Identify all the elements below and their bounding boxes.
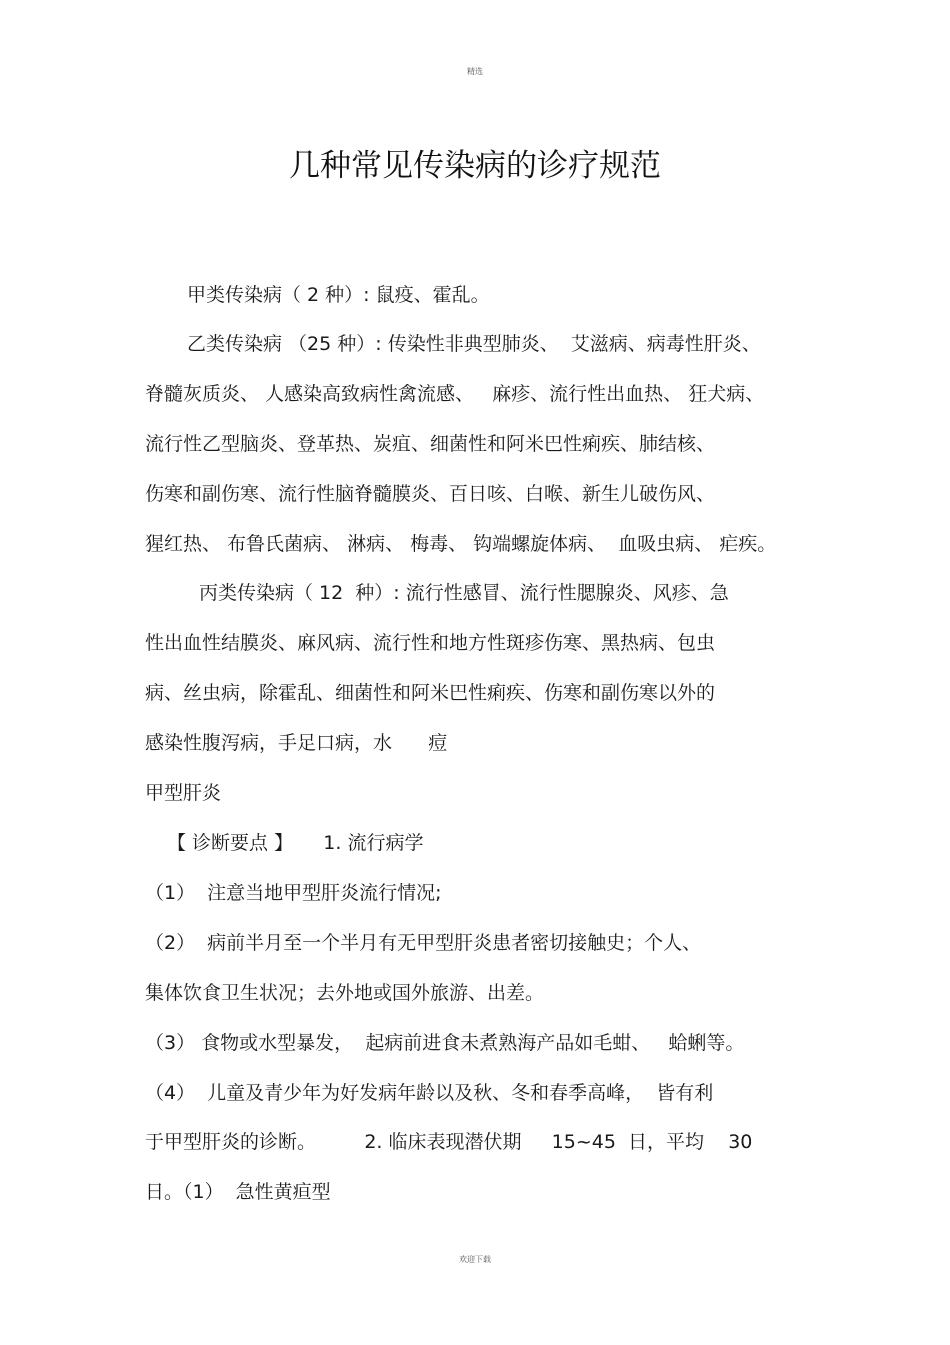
footer-watermark: 欢迎下载 — [459, 1255, 491, 1264]
text-line: 甲类传染病（ 2 种）: 鼠疫、霍乱。 — [187, 284, 490, 306]
document-title: 几种常见传染病的诊疗规范 — [289, 148, 661, 184]
text-line: 病、丝虫病，除霍乱、细菌性和阿米巴性痢疾、伤寒和副伤寒以外的 — [145, 682, 716, 704]
text-line: 丙类传染病（ 12 种）: 流行性感冒、流行性腮腺炎、风疹、急 — [199, 582, 729, 604]
text-line: 性出血性结膜炎、麻风病、流行性和地方性斑疹伤寒、黑热病、包虫 — [145, 632, 716, 654]
text-line: 感染性腹泻病，手足口病，水 痘 — [145, 732, 448, 754]
text-line: 猩红热、 布鲁氏菌病、 淋病、 梅毒、 钩端螺旋体病、 血吸虫病、 疟疾。 — [145, 533, 777, 555]
text-line: （1） 注意当地甲型肝炎流行情况; — [145, 882, 442, 904]
text-line: （2） 病前半月至一个半月有无甲型肝炎患者密切接触史；个人、 — [145, 932, 702, 954]
text-line: 集体饮食卫生状况；去外地或国外旅游、出差。 — [145, 982, 545, 1004]
text-line: （4） 儿童及青少年为好发病年龄以及秋、冬和春季高峰， 皆有利 — [145, 1082, 714, 1104]
text-line: 【 诊断要点 】 1. 流行病学 — [167, 832, 424, 854]
header-watermark: 精选 — [467, 67, 483, 76]
text-line: 日。（1） 急性黄疸型 — [145, 1181, 331, 1203]
text-line: 于甲型肝炎的诊断。 2. 临床表现潜伏期 15~45 日，平均 30 — [145, 1131, 753, 1153]
text-line: 乙类传染病 （25 种）: 传染性非典型肺炎、 艾滋病、病毒性肝炎、 — [187, 333, 761, 355]
text-line: 流行性乙型脑炎、登革热、炭疽、细菌性和阿米巴性痢疾、肺结核、 — [145, 433, 716, 455]
text-line: 甲型肝炎 — [145, 782, 222, 804]
text-line: 伤寒和副伤寒、流行性脑脊髓膜炎、百日咳、白喉、新生儿破伤风、 — [145, 483, 716, 505]
text-line: （3） 食物或水型暴发， 起病前进食未煮熟海产品如毛蚶、 蛤蜊等。 — [145, 1032, 745, 1054]
text-line: 脊髓灰质炎、 人感染高致病性禽流感、 麻疹、流行性出血热、 狂犬病、 — [145, 383, 765, 405]
